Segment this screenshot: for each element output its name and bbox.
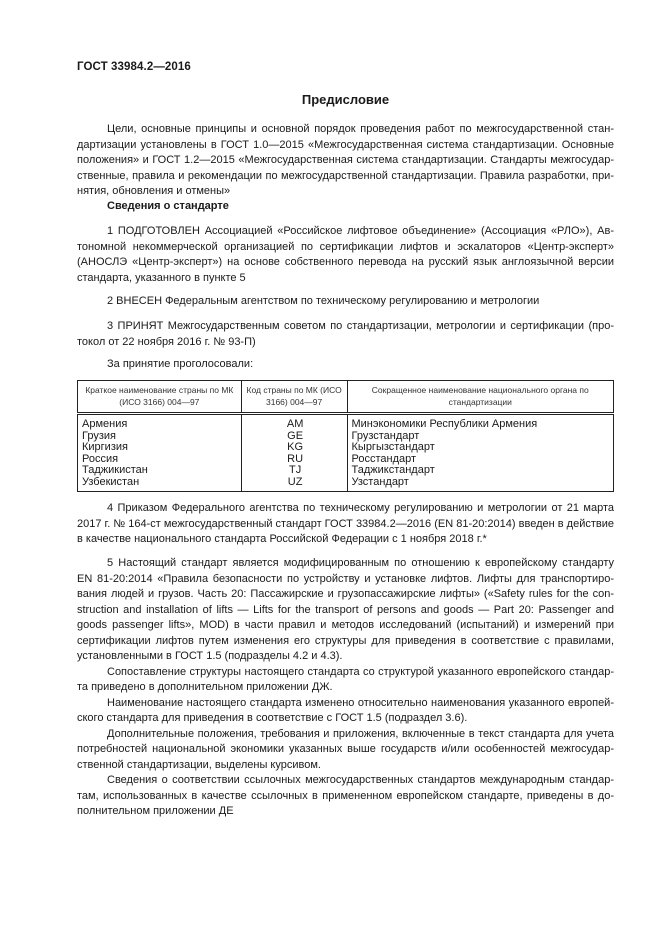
item2-line: 2 ВНЕСЕН Федеральным агентством по техническому регулированию и метрологии	[107, 295, 540, 307]
body-cell: Таджикстандарт	[347, 465, 614, 477]
structure-para-line: та приведено в дополнительном приложении ДЖ.	[77, 681, 333, 693]
body-cell: Минэкономики Республики Армения	[347, 414, 614, 431]
item5-line: 5 Настоящий стандарт является модифицированным по отношению к европейскому стандарту	[107, 557, 614, 569]
table-row	[78, 414, 614, 431]
intro-line: Цели, основные принципы и основной порядок проведения работ по межгосударственной стан-	[107, 123, 614, 135]
body-cell: Грузстандарт	[347, 431, 614, 443]
country-cell: Узбекистан	[78, 477, 242, 492]
document-code-header: ГОСТ 33984.2—2016	[77, 61, 191, 73]
intro-line: ственные, правила и рекомендации по межгосударственной стандартизации. Правила разработки, при-	[77, 169, 614, 182]
voting-table	[77, 380, 614, 492]
code-cell: AM	[241, 414, 347, 431]
code-cell: UZ	[241, 477, 347, 492]
body-cell: Росстандарт	[347, 454, 614, 466]
name-para-line: ского стандарта для приведения в соответствие с ГОСТ 1.5 (подраздел 3.6).	[77, 712, 468, 724]
body-cell: Кыргызстандарт	[347, 442, 614, 454]
item4-line: 2017 г. № 164-ст межгосударственный стандарт ГОСТ 33984.2—2016 (EN 81-20:2014) введен в действие	[77, 517, 614, 530]
table-row	[78, 442, 614, 454]
item5-line: вания людей и грузов. Часть 20: Пассажирские и грузопассажирские лифты» («Safety rules for the con-	[77, 588, 614, 600]
structure-para-line: Сопоставление структуры настоящего стандарта со структурой указанного европейского стандар-	[107, 665, 614, 678]
item1-line: (АНОСЛЭ «Центр-эксперт») на основе собственного перевода на русский язык англоязычной версии	[77, 256, 614, 268]
item3-line: 3 ПРИНЯТ Межгосударственным советом по стандартизации, метрологии и сертификации (про-	[107, 320, 614, 332]
code-cell: GE	[241, 431, 347, 443]
item5-line: сертификации лифтов путем изменения его структуры для приведения в соответствие с правилами,	[77, 634, 614, 647]
references-para-line: Сведения о соответствии ссылочных межгосударственных стандартов международным стандар-	[107, 774, 614, 786]
item4-line: 4 Приказом Федерального агентства по техническому регулированию и метрологии от 21 марта	[107, 502, 614, 514]
column-header-country: Краткое наименование страны по МК (ИСО 3166) 004—97	[78, 381, 242, 414]
intro-line: нятия, обновления и отмены»	[77, 185, 231, 197]
table-row	[78, 431, 614, 443]
references-para-line: там, использованных в качестве ссылочных в примененном европейском стандарте, приведены в до-	[77, 789, 614, 802]
country-cell: Грузия	[78, 431, 242, 443]
vote-label: За принятие проголосовали:	[107, 358, 254, 370]
item5-line: EN 81-20:2014 «Правила безопасности по устройству и установке лифтов. Лифты для транспортиро-	[77, 572, 614, 585]
code-cell: RU	[241, 454, 347, 466]
item3-line: токол от 22 ноября 2016 г. № 93-П)	[77, 335, 256, 348]
item5-line: struction and installation of lifts — Lifts for the transport of persons and goods — Part 20: Passenger and	[77, 603, 614, 616]
intro-line: положения» и ГОСТ 1.2—2015 «Межгосударственная система стандартизации. Стандарты межгосудар-	[77, 154, 614, 166]
table-row	[78, 465, 614, 477]
item1-line: тономной некоммерческой организацией по сертификации лифтов и эскалаторов «Центр-эксперт»	[77, 240, 614, 253]
references-para-line: полнительном приложении ДЕ	[77, 805, 234, 817]
item1-line: 1 ПОДГОТОВЛЕН Ассоциацией «Российское лифтовое объединение» (Ассоциация «РЛО»), Ав-	[107, 225, 614, 237]
section-heading: Сведения о стандарте	[107, 200, 229, 212]
item5-line: установленными в ГОСТ 1.5 (подразделы 4.2 и 4.3).	[77, 650, 343, 662]
country-cell: Армения	[78, 414, 242, 431]
code-cell: TJ	[241, 465, 347, 477]
page-title: Предисловие	[301, 92, 390, 107]
item1-line: стандарта, указанного в пункте 5	[77, 271, 246, 284]
code-cell: KG	[241, 442, 347, 454]
item5-line: goods passenger lifts», MOD) в части правил и методов исследований (испытаний) и измерений при	[77, 619, 614, 631]
table-row	[78, 477, 614, 492]
column-header-body: Сокращенное наименование национального органа по стандартизации	[347, 381, 614, 414]
name-para-line: Наименование настоящего стандарта изменено относительно наименования указанного европей-	[107, 696, 614, 709]
table-row	[78, 454, 614, 466]
table-header-row	[78, 381, 614, 414]
column-header-code: Код страны по МК (ИСО 3166) 004—97	[241, 381, 347, 414]
country-cell: Киргизия	[78, 442, 242, 454]
additional-para-line: Дополнительные положения, требования и приложения, включенные в текст стандарта для учета	[107, 727, 614, 740]
country-cell: Россия	[78, 454, 242, 466]
additional-para-line: ственной стандартизации, выделены курсивом.	[77, 758, 321, 771]
country-cell: Таджикистан	[78, 465, 242, 477]
body-cell: Узстандарт	[347, 477, 614, 492]
item4-line: в качестве национального стандарта Российской Федерации с 1 ноября 2018 г.*	[77, 533, 487, 545]
intro-line: дартизации установлены в ГОСТ 1.0—2015 «Межгосударственная система стандартизации. Основные	[77, 138, 614, 151]
additional-para-line: потребностей национальной экономики указанных выше государств и/или особенностей межгосудар-	[77, 743, 614, 755]
